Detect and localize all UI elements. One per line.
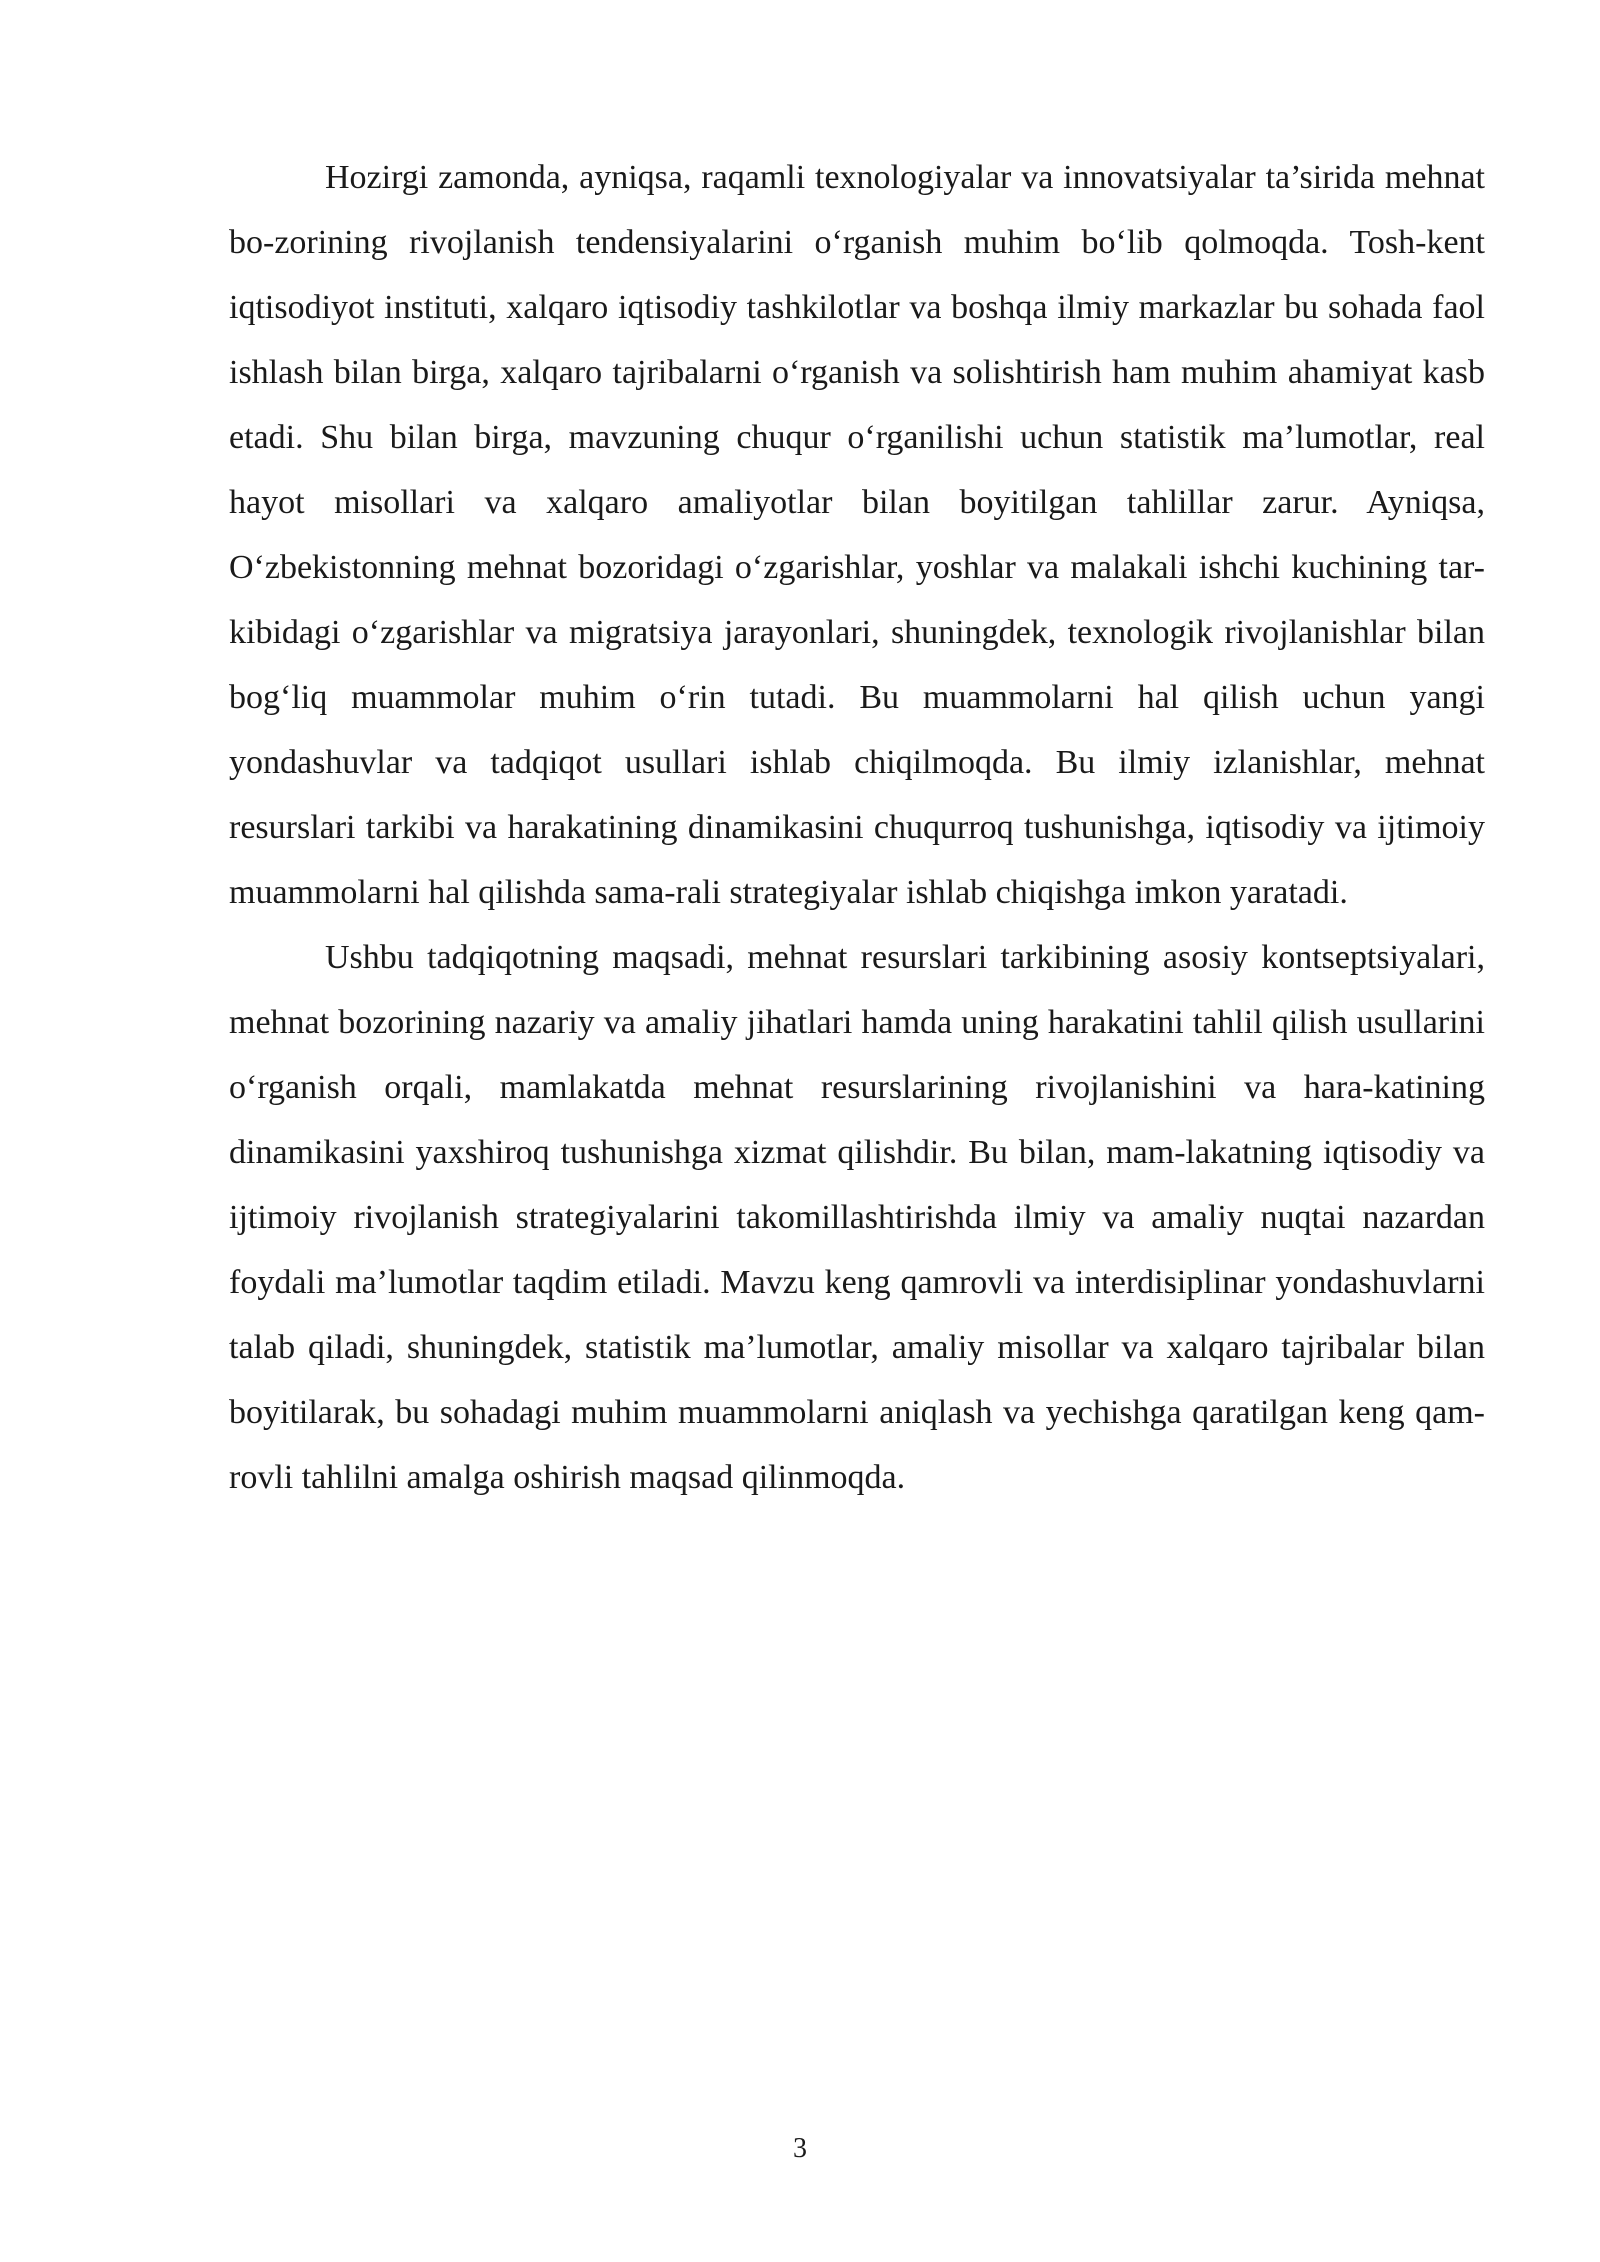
paragraph-1: Hozirgi zamonda, ayniqsa, raqamli texnologiyalar va innovatsiyalar ta’sirida mehnat bo-zorining rivojlanish tendensiyalarini o‘rganish muhim bo‘lib qolmoqda. Tosh-kent iqtisodiyot instituti, xalqaro iqtisodiy tashkilotlar va boshqa ilmiy markazlar bu sohada faol ishlash bilan birga, xalqaro tajribalarni o‘rganish va solishtirish ham muhim ahamiyat kasb etadi. Shu bilan birga, mavzuning chuqur o‘rganilishi uchun statistik ma’lumotlar, real hayot misollari va xalqaro amaliyotlar bilan boyitilgan tahlillar zarur. Ayniqsa, O‘zbekistonning mehnat bozoridagi o‘zgarishlar, yoshlar va malakali ishchi kuchining tar-kibidagi o‘zgarishlar va migratsiya jarayonlari, shuningdek, texnologik rivojlanishlar bilan bog‘liq muammolar muhim o‘rin tutadi. Bu muammolarni hal qilish uchun yangi yondashuvlar va tadqiqot usullari ishlab chiqilmoqda. Bu ilmiy izlanishlar, mehnat resurslari tarkibi va harakatining dinamikasini chuqurroq tushunishga, iqtisodiy va ijtimoiy muammolarni hal qilishda sama-rali strategiyalar ishlab chiqishga imkon yaratadi. [229,159,1485,911]
body-text [229,145,1485,1510]
paragraph-2: Ushbu tadqiqotning maqsadi, mehnat resurslari tarkibining asosiy kontseptsiyalari, mehnat bozorining nazariy va amaliy jihatlari hamda uning harakatini tahlil qilish usullarini o‘rganish orqali, mamlakatda mehnat resurslarining rivojlanishini va hara-katining dinamikasini yaxshiroq tushunishga xizmat qilishdir. Bu bilan, mam-lakatning iqtisodiy va ijtimoiy rivojlanish strategiyalarini takomillashtirishda ilmiy va amaliy nuqtai nazardan foydali ma’lumotlar taqdim etiladi. Mavzu keng qamrovli va interdisiplinar yondashuvlarni talab qiladi, shuningdek, statistik ma’lumotlar, amaliy misollar va xalqaro tajribalar bilan boyitilarak, bu sohadagi muhim muammolarni aniqlash va yechishga qaratilgan keng qam-rovli tahlilni amalga oshirish maqsad qilinmoqda. [229,939,1485,1496]
page-number: 3 [793,2133,807,2164]
